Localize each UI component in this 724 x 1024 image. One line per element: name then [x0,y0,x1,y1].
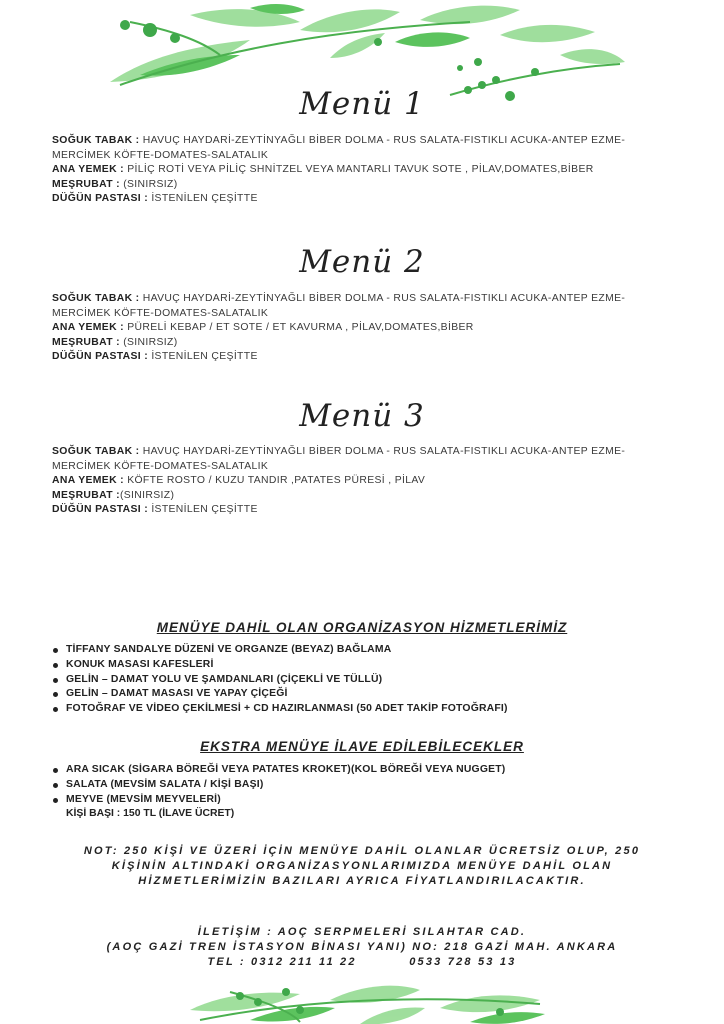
menu-1-line: ANA YEMEK : PİLİÇ ROTİ VEYA PİLİÇ SHNİTZEL VEYA MANTARLI TAVUK SOTE , PİLAV,DOMATES,BİBER [52,164,594,176]
menu-3-line: ANA YEMEK : KÖFTE ROSTO / KUZU TANDIR ,PATATES PÜRESİ , PİLAV [52,475,426,487]
menu-3-line: SOĞUK TABAK : HAVUÇ HAYDARİ-ZEYTİNYAĞLI BİBER DOLMA - RUS SALATA-FISTIKLI ACUKA-ANTEP EZME- [52,446,626,457]
list-item: FOTOĞRAF VE VİDEO ÇEKİLMESİ + CD HAZIRLANMASI (50 ADET TAKİP FOTOĞRAFI) [52,702,692,717]
menu-3-line: MERCİMEK KÖFTE-DOMATES-SALATALIK [52,460,269,472]
menu-2-title: Menü 2 [299,244,425,280]
menu-2-line: DÜĞÜN PASTASI : İSTENİLEN ÇEŞİTTE [52,351,258,363]
list-item: SALATA (MEVSİM SALATA / KİŞİ BAŞI) [52,778,692,793]
menu-2-line: SOĞUK TABAK : HAVUÇ HAYDARİ-ZEYTİNYAĞLI BİBER DOLMA - RUS SALATA-FISTIKLI ACUKA-ANTEP EZME- [52,293,626,304]
note-line: KİŞİNİN ALTINDAKİ ORGANİZASYONLARIMIZDA MENÜYE DAHİL OLAN [111,860,613,872]
list-item: GELİN – DAMAT YOLU VE ŞAMDANLARI (ÇİÇEKLİ VE TÜLLÜ) [52,673,692,688]
contact-phone: TEL : 0312 211 11 22 0533 728 53 13 [207,956,517,968]
menu-2-line: MERCİMEK KÖFTE-DOMATES-SALATALIK [52,307,269,319]
menu-3-line: DÜĞÜN PASTASI : İSTENİLEN ÇEŞİTTE [52,504,258,516]
list-item: ARA SICAK (SİGARA BÖREĞİ VEYA PATATES KROKET)(KOL BÖREĞİ VEYA NUGGET) [52,763,692,778]
menu-3-line: MEŞRUBAT :(SINIRSIZ) [52,489,175,501]
menu-1-title: Menü 1 [299,86,425,122]
green-leaves-bottom-icon [0,970,724,1024]
note-line: NOT: 250 KİŞİ VE ÜZERİ İÇİN MENÜYE DAHİL OLANLAR ÜCRETSİZ OLUP, 250 [83,845,641,857]
menu-3-title: Menü 3 [299,398,425,434]
contact-address-detail: (AOÇ GAZİ TREN İSTASYON BİNASI YANI) NO: 218 GAZİ MAH. ANKARA [106,941,618,953]
menu-2-line: MEŞRUBAT : (SINIRSIZ) [52,336,178,348]
extras-heading: EKSTRA MENÜYE İLAVE EDİLEBİLECEKLER [200,739,524,754]
list-item: KONUK MASASI KAFESLERİ [52,658,692,673]
services-heading: MENÜYE DAHİL OLAN ORGANİZASYON HİZMETLERİMİZ [156,620,568,635]
contact-address: İLETİŞİM : AOÇ SERPMELERİ SILAHTAR CAD. [197,926,527,938]
menu-1-line: SOĞUK TABAK : HAVUÇ HAYDARİ-ZEYTİNYAĞLI BİBER DOLMA - RUS SALATA-FISTIKLI ACUKA-ANTEP EZME- [52,135,626,146]
note-line: HİZMETLERİMİZİN BAZILARI AYRICA FİYATLANDIRILACAKTIR. [138,875,586,887]
services-list [52,643,692,717]
menu-1-line: DÜĞÜN PASTASI : İSTENİLEN ÇEŞİTTE [52,193,258,205]
menu-3-details [52,445,692,518]
menu-1-line: MERCİMEK KÖFTE-DOMATES-SALATALIK [52,149,269,161]
menu-1-details [52,134,692,207]
menu-1-line: MEŞRUBAT : (SINIRSIZ) [52,178,178,190]
list-item: TİFFANY SANDALYE DÜZENİ VE ORGANZE (BEYAZ) BAĞLAMA [52,643,692,658]
extras-price: KİŞİ BAŞI : 150 TL (İLAVE ÜCRET) [66,808,235,819]
list-item: GELİN – DAMAT MASASI VE YAPAY ÇİÇEĞİ [52,687,692,702]
menu-2-line: ANA YEMEK : PÜRELİ KEBAP / ET SOTE / ET KAVURMA , PİLAV,DOMATES,BİBER [52,322,474,334]
extras-list [52,763,692,807]
list-item: MEYVE (MEVSİM MEYVELERİ) [52,793,692,808]
menu-2-details [52,292,692,365]
